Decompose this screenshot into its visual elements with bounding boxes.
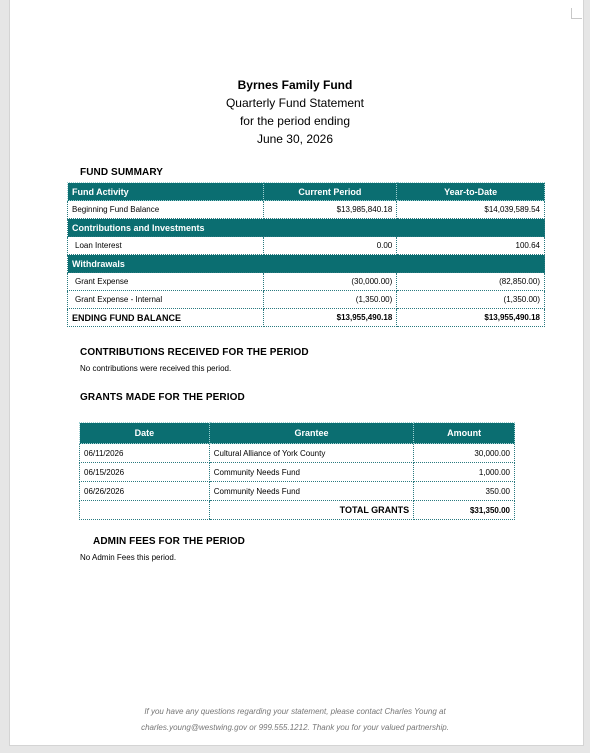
table-row <box>80 444 515 463</box>
ytd-value: $13,955,490.18 <box>397 309 545 327</box>
column-header-fund-activity: Fund Activity <box>68 183 264 201</box>
grants-table <box>79 422 515 520</box>
ytd-value: 100.64 <box>397 237 545 255</box>
grant-expense-internal-row <box>68 291 545 309</box>
grant-amount: 1,000.00 <box>414 463 515 482</box>
footer-line-1: If you have any questions regarding your statement, please contact Charles Young at <box>144 707 446 716</box>
grant-amount: 30,000.00 <box>414 444 515 463</box>
grant-date: 06/11/2026 <box>80 444 210 463</box>
current-value: $13,955,490.18 <box>263 309 397 327</box>
beginning-balance-row <box>68 201 545 219</box>
column-header-amount: Amount <box>414 423 515 444</box>
page-corner-mark <box>571 8 582 19</box>
grants-total-row <box>80 501 515 520</box>
table-row <box>80 463 515 482</box>
ytd-value: $14,039,589.54 <box>397 201 545 219</box>
grant-expense-row <box>68 273 545 291</box>
row-label: ENDING FUND BALANCE <box>68 309 264 327</box>
current-value: (1,350.00) <box>263 291 397 309</box>
total-grants-label: TOTAL GRANTS <box>209 501 413 520</box>
contributions-section-title: CONTRIBUTIONS RECEIVED FOR THE PERIOD <box>80 347 309 358</box>
grant-grantee: Cultural Alliance of York County <box>209 444 413 463</box>
grants-section-title: GRANTS MADE FOR THE PERIOD <box>80 392 245 403</box>
current-value: (30,000.00) <box>263 273 397 291</box>
column-header-date: Date <box>80 423 210 444</box>
fund-name: Byrnes Family Fund <box>237 78 353 92</box>
grant-date: 06/26/2026 <box>80 482 210 501</box>
column-header-year-to-date: Year-to-Date <box>397 183 545 201</box>
row-label: Grant Expense - Internal <box>68 291 264 309</box>
row-label: Loan Interest <box>68 237 264 255</box>
ending-balance-row <box>68 309 545 327</box>
footer-line-2: charles.young@westwing.gov or 999.555.1212. Thank you for your valued partnership. <box>141 723 449 732</box>
loan-interest-row <box>68 237 545 255</box>
grant-grantee: Community Needs Fund <box>209 463 413 482</box>
contributions-heading: Contributions and Investments <box>68 219 545 237</box>
admin-note: No Admin Fees this period. <box>80 553 177 562</box>
contributions-band <box>68 219 545 237</box>
period-label: for the period ending <box>239 114 351 128</box>
grant-amount: 350.00 <box>414 482 515 501</box>
total-spacer <box>80 501 210 520</box>
row-label: Grant Expense <box>68 273 264 291</box>
statement-footer <box>0 704 590 736</box>
fund-summary-title: FUND SUMMARY <box>80 167 164 178</box>
column-header-grantee: Grantee <box>209 423 413 444</box>
grants-header-row <box>80 423 515 444</box>
ytd-value: (1,350.00) <box>397 291 545 309</box>
grant-date: 06/15/2026 <box>80 463 210 482</box>
table-row <box>80 482 515 501</box>
period-date: June 30, 2026 <box>256 132 334 146</box>
fund-summary-table <box>67 182 545 327</box>
contributions-note: No contributions were received this period. <box>80 364 232 373</box>
current-value: $13,985,840.18 <box>263 201 397 219</box>
grant-grantee: Community Needs Fund <box>209 482 413 501</box>
total-grants-value: $31,350.00 <box>414 501 515 520</box>
row-label: Beginning Fund Balance <box>68 201 264 219</box>
statement-header <box>0 76 590 148</box>
statement-title: Quarterly Fund Statement <box>225 96 365 110</box>
withdrawals-heading: Withdrawals <box>68 255 545 273</box>
admin-section-title: ADMIN FEES FOR THE PERIOD <box>93 536 245 547</box>
current-value: 0.00 <box>263 237 397 255</box>
withdrawals-band <box>68 255 545 273</box>
fund-summary-header-row <box>68 183 545 201</box>
ytd-value: (82,850.00) <box>397 273 545 291</box>
column-header-current-period: Current Period <box>263 183 397 201</box>
